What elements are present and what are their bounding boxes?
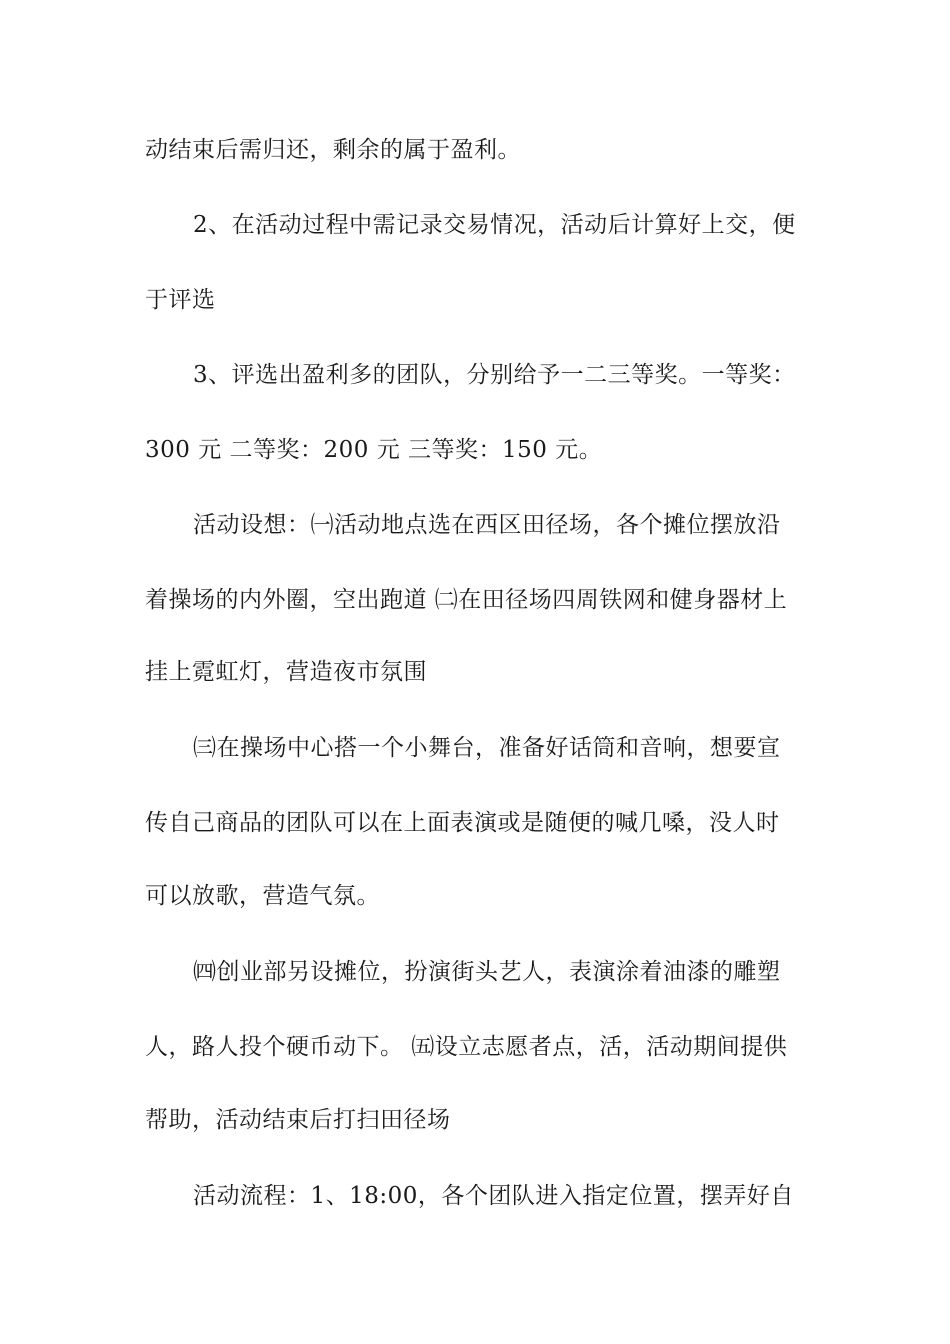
text-line: ㈣创业部另设摊位，扮演街头艺人，表演涂着油漆的雕塑: [193, 959, 781, 985]
text-line: 活动设想：㈠活动地点选在西区田径场，各个摊位摆放沿: [193, 512, 781, 538]
text-line: ㈢在操场中心搭一个小舞台，准备好话筒和音响，想要宣: [193, 735, 781, 761]
text-line: 可以放歌，营造气氛。: [145, 883, 380, 909]
text-line: 帮助，活动结束后打扫田径场: [145, 1107, 451, 1133]
text-line: 动结束后需归还，剩余的属于盈利。: [145, 137, 521, 163]
text-line: 300 元 二等奖：200 元 三等奖：150 元。: [145, 437, 603, 463]
text-line: 活动流程：1、18:00，各个团队进入指定位置，摆弄好自: [193, 1183, 794, 1209]
text-line: 3、评选出盈利多的团队，分别给予一二三等奖。一等奖：: [193, 362, 796, 388]
text-line: 于评选: [145, 287, 216, 313]
text-line: 2、在活动过程中需记录交易情况，活动后计算好上交，便: [193, 212, 796, 238]
text-line: 人，路人投个硬币动下。 ㈤设立志愿者点，活，活动期间提供: [145, 1034, 788, 1060]
text-line: 传自己商品的团队可以在上面表演或是随便的喊几嗓，没人时: [145, 810, 780, 836]
text-line: 挂上霓虹灯，营造夜市氛围: [145, 659, 427, 685]
text-line: 着操场的内外圈，空出跑道 ㈡在田径场四周铁网和健身器材上: [145, 587, 788, 613]
